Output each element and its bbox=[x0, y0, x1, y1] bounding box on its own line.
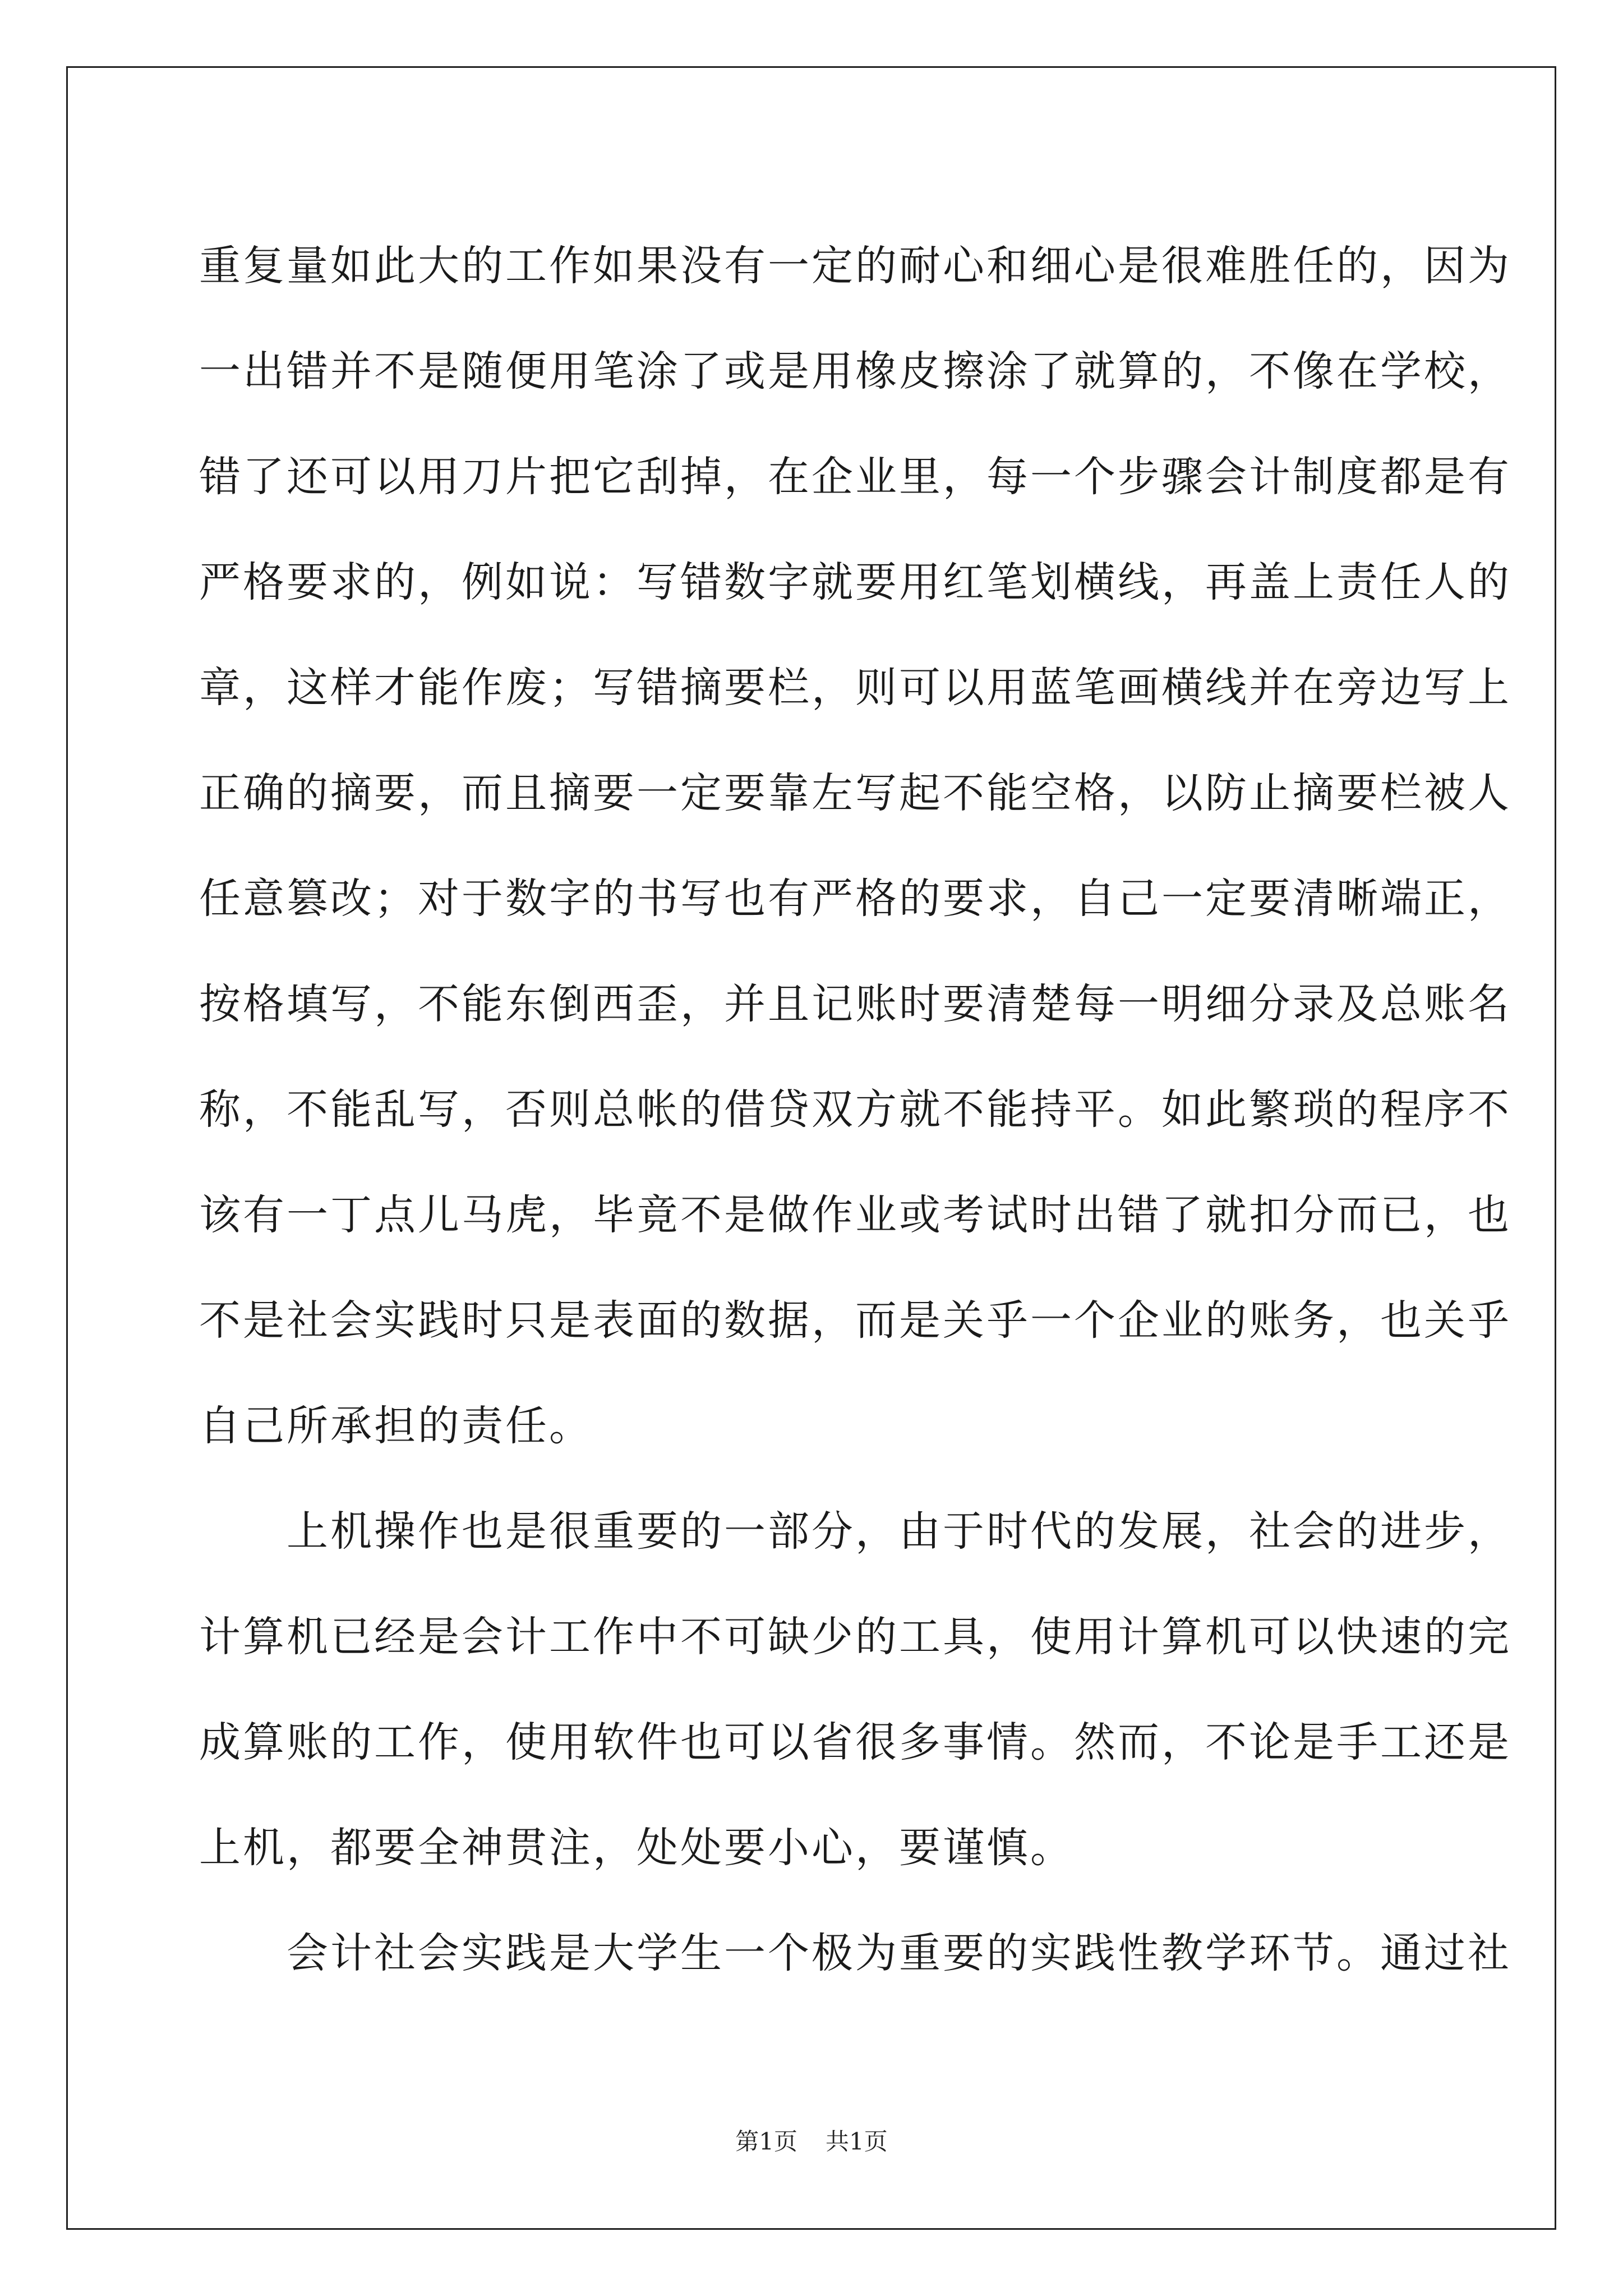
text-line: 自己所承担的责任。 bbox=[199, 1402, 593, 1450]
text-line: 按格填写，不能东倒西歪，并且记账时要清楚每一明细分录及总账名 bbox=[199, 980, 1511, 1028]
text-line: 计算机已经是会计工作中不可缺少的工具，使用计算机可以快速的完 bbox=[199, 1613, 1511, 1661]
text-line: 称，不能乱写，否则总帐的借贷双方就不能持平。如此繁琐的程序不 bbox=[199, 1085, 1511, 1134]
text-line: 上机操作也是很重要的一部分，由于时代的发展，社会的进步， bbox=[199, 1507, 1511, 1556]
page-number: 第1页 bbox=[735, 2128, 797, 2155]
text-line: 上机，都要全神贯注，处处要小心，要谨慎。 bbox=[199, 1824, 1074, 1872]
text-line: 错了还可以用刀片把它刮掉，在企业里，每一个步骤会计制度都是有 bbox=[199, 453, 1511, 501]
text-line: 该有一丁点儿马虎，毕竟不是做作业或考试时出错了就扣分而已，也 bbox=[199, 1191, 1511, 1239]
page-footer bbox=[0, 2123, 1623, 2157]
text-line: 重复量如此大的工作如果没有一定的耐心和细心是很难胜任的，因为 bbox=[199, 242, 1511, 290]
document-body bbox=[199, 213, 1511, 2006]
text-line: 正确的摘要，而且摘要一定要靠左写起不能空格，以防止摘要栏被人 bbox=[199, 769, 1511, 817]
text-line: 严格要求的，例如说：写错数字就要用红笔划横线，再盖上责任人的 bbox=[199, 558, 1511, 606]
page-total: 共1页 bbox=[826, 2128, 888, 2155]
text-line: 成算账的工作，使用软件也可以省很多事情。然而，不论是手工还是 bbox=[199, 1718, 1511, 1766]
text-line: 一出错并不是随便用笔涂了或是用橡皮擦涂了就算的，不像在学校， bbox=[199, 347, 1511, 395]
text-line: 任意篡改；对于数字的书写也有严格的要求，自己一定要清晰端正， bbox=[199, 875, 1511, 923]
text-line: 不是社会实践时只是表面的数据，而是关乎一个企业的账务，也关乎 bbox=[199, 1296, 1511, 1345]
text-line: 会计社会实践是大学生一个极为重要的实践性教学环节。通过社 bbox=[199, 1929, 1511, 1977]
text-line: 章，这样才能作废；写错摘要栏，则可以用蓝笔画横线并在旁边写上 bbox=[199, 664, 1511, 712]
